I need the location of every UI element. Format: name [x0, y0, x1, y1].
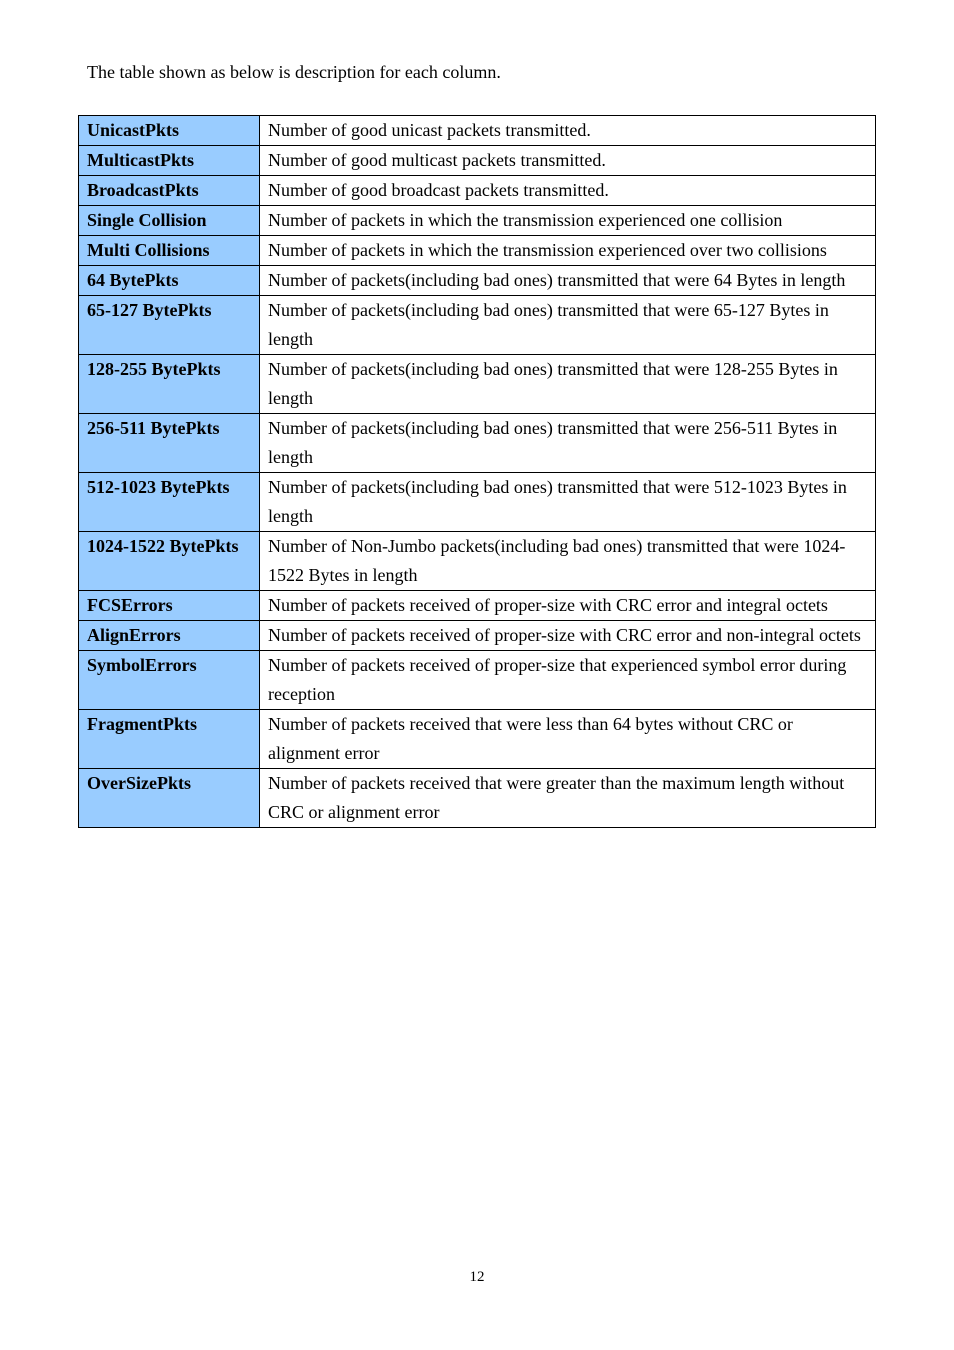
row-term: UnicastPkts	[79, 116, 260, 146]
intro-text: The table shown as below is description for each column.	[87, 62, 501, 82]
row-description: Number of packets(including bad ones) transmitted that were 128-255 Bytes in length	[260, 355, 876, 414]
row-term: MulticastPkts	[79, 146, 260, 176]
row-term: Multi Collisions	[79, 236, 260, 266]
row-term: FragmentPkts	[79, 710, 260, 769]
row-description: Number of packets received of proper-size with CRC error and integral octets	[260, 591, 876, 621]
table-row	[79, 176, 876, 206]
row-description: Number of packets(including bad ones) transmitted that were 256-511 Bytes in length	[260, 414, 876, 473]
row-term: AlignErrors	[79, 621, 260, 651]
table-row	[79, 116, 876, 146]
table-row	[79, 473, 876, 532]
row-term: 64 BytePkts	[79, 266, 260, 296]
table-row	[79, 414, 876, 473]
row-description: Number of packets received that were less than 64 bytes without CRC or alignment error	[260, 710, 876, 769]
table-row	[79, 591, 876, 621]
column-description-table	[78, 115, 876, 828]
row-description: Number of Non-Jumbo packets(including bad ones) transmitted that were 1024-1522 Bytes in length	[260, 532, 876, 591]
row-description: Number of packets(including bad ones) transmitted that were 65-127 Bytes in length	[260, 296, 876, 355]
table-row	[79, 266, 876, 296]
row-description: Number of packets(including bad ones) transmitted that were 512-1023 Bytes in length	[260, 473, 876, 532]
table-row	[79, 710, 876, 769]
row-term: 128-255 BytePkts	[79, 355, 260, 414]
row-description: Number of packets(including bad ones) transmitted that were 64 Bytes in length	[260, 266, 876, 296]
row-term: SymbolErrors	[79, 651, 260, 710]
row-term: Single Collision	[79, 206, 260, 236]
table-row	[79, 296, 876, 355]
table-row	[79, 532, 876, 591]
row-description: Number of packets received of proper-size that experienced symbol error during reception	[260, 651, 876, 710]
row-term: OverSizePkts	[79, 769, 260, 828]
row-description: Number of packets received of proper-size with CRC error and non-integral octets	[260, 621, 876, 651]
row-description: Number of packets received that were greater than the maximum length without CRC or alignment error	[260, 769, 876, 828]
row-term: 512-1023 BytePkts	[79, 473, 260, 532]
table-body	[79, 116, 876, 828]
table-row	[79, 355, 876, 414]
row-description: Number of good multicast packets transmitted.	[260, 146, 876, 176]
table-row	[79, 621, 876, 651]
row-description: Number of packets in which the transmission experienced over two collisions	[260, 236, 876, 266]
page-number: 12	[469, 1269, 485, 1285]
row-term: 1024-1522 BytePkts	[79, 532, 260, 591]
row-description: Number of good unicast packets transmitted.	[260, 116, 876, 146]
row-term: FCSErrors	[79, 591, 260, 621]
table-row	[79, 206, 876, 236]
table-row	[79, 236, 876, 266]
table-row	[79, 769, 876, 828]
row-term: 256-511 BytePkts	[79, 414, 260, 473]
row-term: 65-127 BytePkts	[79, 296, 260, 355]
table-row	[79, 146, 876, 176]
row-description: Number of good broadcast packets transmitted.	[260, 176, 876, 206]
row-description: Number of packets in which the transmission experienced one collision	[260, 206, 876, 236]
table-row	[79, 651, 876, 710]
row-term: BroadcastPkts	[79, 176, 260, 206]
